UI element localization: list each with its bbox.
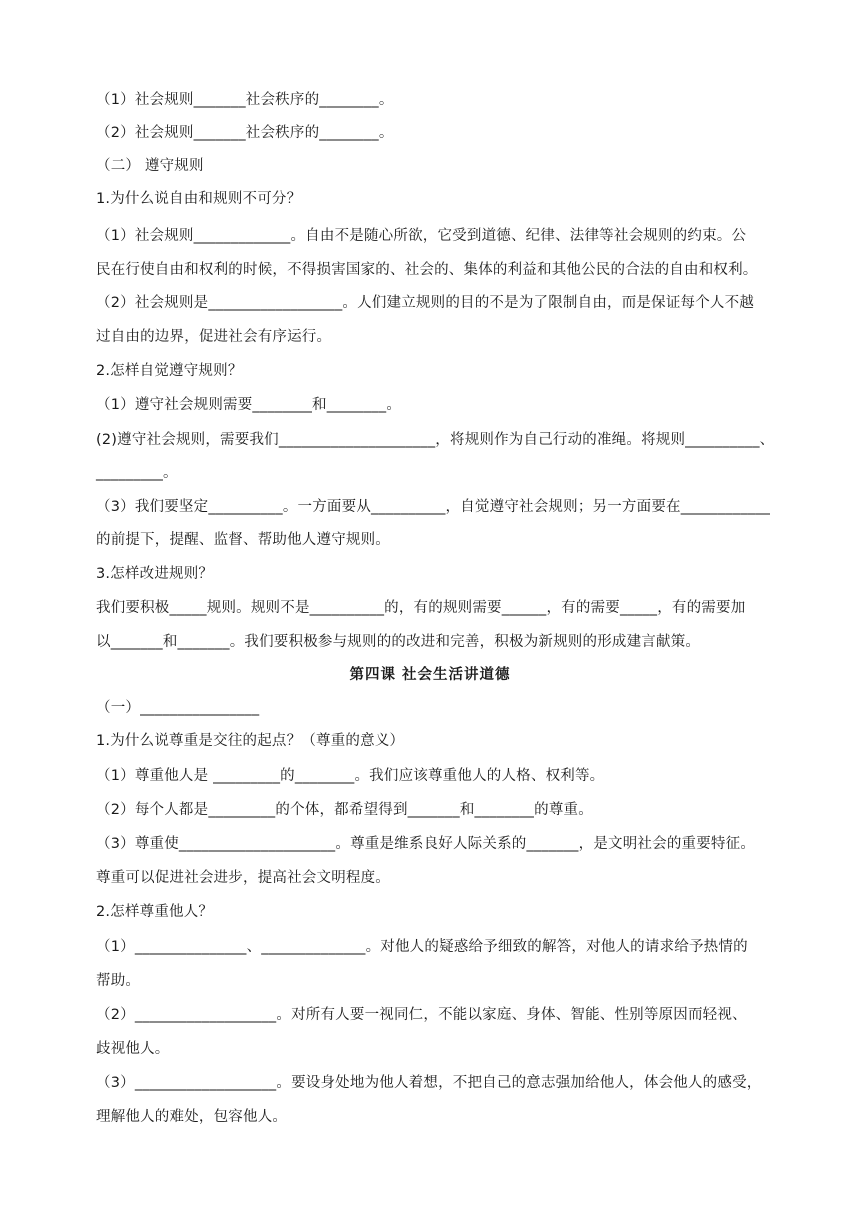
question-heading: 1.为什么说自由和规则不可分？ [96,191,302,207]
text-line: （2）社会规则_______社会秩序的________。 [96,125,394,141]
section-heading: （一）________________ [96,700,260,716]
text-line: （3）___________________。要设身处地为他人着想，不把自己的意志强加给他人，体会他人的感受， [96,1075,762,1091]
text-line: （3）尊重使_____________________。尊重是维系良好人际关系的_______，是文明社会的重要特征。 [96,836,756,852]
text-line: （1）尊重他人是 _________的________。我们应该尊重他人的人格、权利等。 [96,768,605,784]
text-line: 帮助。 [96,973,141,989]
text-line: 歧视他人。 [96,1041,170,1057]
text-line: （1）社会规则_____________。自由不是随心所欲，它受到道德、纪律、法律等社会规则的约束。公 [96,228,747,244]
text-line: 我们要积极_____规则。规则不是__________的，有的规则需要______，有的需要_____，有的需要加 [96,600,746,616]
text-line: 理解他人的难处，包容他人。 [96,1109,288,1125]
text-line: （1）社会规则_______社会秩序的________。 [96,92,394,108]
text-line: （1）_______________、______________。对他人的疑惑给予细致的解答，对他人的请求给予热情的 [96,939,748,955]
question-heading: 2.怎样自觉遵守规则？ [96,363,243,379]
text-line: 过自由的边界，促进社会有序运行。 [96,329,332,345]
text-line: （3）我们要坚定__________。一方面要从__________，自觉遵守社会规则；另一方面要在____________ [96,499,771,515]
question-heading: 3.怎样改进规则？ [96,566,214,582]
text-line: （2）___________________。对所有人要一视同仁，不能以家庭、身体、智能、性别等原因而轻视、 [96,1007,747,1023]
text-line: （1）遵守社会规则需要________和________。 [96,397,402,413]
text-line: (2)遵守社会规则，需要我们_____________________，将规则作为自己行动的准绳。将规则__________、 [96,432,775,448]
lesson-title: 第四课 社会生活讲道德 [349,667,511,683]
text-line: （2）每个人都是_________的个体，都希望得到_______和________的尊重。 [96,802,593,818]
text-line: 以_______和_______。我们要积极参与规则的的改进和完善，积极为新规则的形成建言献策。 [96,634,701,650]
question-heading: 2.怎样尊重他人？ [96,904,214,920]
question-heading: 1.为什么说尊重是交往的起点？（尊重的意义） [96,733,405,749]
text-line: 的前提下，提醒、监督、帮助他人遵守规则。 [96,532,390,548]
text-line: （2）社会规则是__________________。人们建立规则的目的不是为了限制自由，而是保证每个人不越 [96,295,755,311]
text-line: 尊重可以促进社会进步，提高社会文明程度。 [96,870,390,886]
section-heading: （二） 遵守规则 [96,158,204,174]
text-line: 民在行使自由和权利的时候，不得损害国家的、社会的、集体的利益和其他公民的合法的自由和权利。 [96,262,758,278]
text-line: _________。 [96,465,178,481]
